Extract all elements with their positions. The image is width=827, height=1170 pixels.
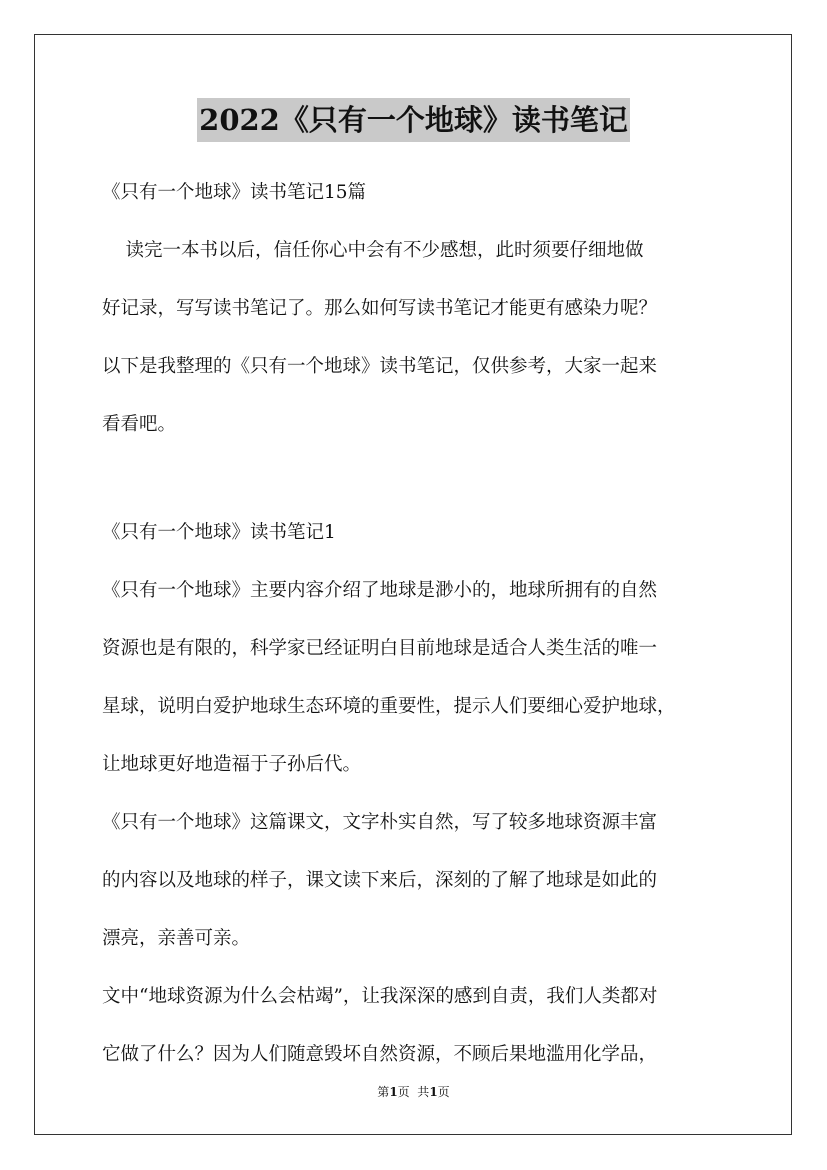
body-line: 资源也是有限的，科学家已经证明白目前地球是适合人类生活的唯一 xyxy=(102,638,658,659)
body-line: 《只有一个地球》这篇课文，文字朴实自然，写了较多地球资源丰富 xyxy=(102,812,658,833)
body-line: 的内容以及地球的样子，课文读下来后，深刻的了解了地球是如此的 xyxy=(102,870,658,891)
footer-suffix: 页 xyxy=(437,1085,450,1099)
subtitle: 《只有一个地球》读书笔记15篇 xyxy=(102,182,367,203)
body-line: 让地球更好地造福于子孙后代。 xyxy=(102,754,362,775)
body-line: 星球，说明白爱护地球生态环境的重要性，提示人们要细心爱护地球， xyxy=(102,696,676,717)
section-spacer xyxy=(102,454,742,504)
footer-mid: 页 共 xyxy=(397,1085,430,1099)
body-line: 文中“地球资源为什么会枯竭”，让我深深的感到自责，我们人类都对 xyxy=(102,986,658,1007)
intro-line: 读完一本书以后，信任你心中会有不少感想，此时须要仔细地做 xyxy=(102,240,644,261)
body-line: 漂亮，亲善可亲。 xyxy=(102,928,251,949)
page-footer xyxy=(0,1083,827,1101)
body-line: 《只有一个地球》主要内容介绍了地球是渺小的，地球所拥有的自然 xyxy=(102,580,658,601)
section-heading: 《只有一个地球》读书笔记1 xyxy=(102,522,336,543)
intro-line: 好记录，写写读书笔记了。那么如何写读书笔记才能更有感染力呢？ xyxy=(102,298,658,319)
intro-line: 看看吧。 xyxy=(102,414,177,435)
page-current: 1 xyxy=(389,1085,398,1099)
title-container xyxy=(0,98,827,142)
body-line: 它做了什么？因为人们随意毁坏自然资源，不顾后果地滥用化学品， xyxy=(102,1044,658,1065)
page-total: 1 xyxy=(429,1085,438,1099)
document-body xyxy=(102,164,742,1084)
document-title: 2022《只有一个地球》读书笔记 xyxy=(197,98,630,142)
intro-line: 以下是我整理的《只有一个地球》读书笔记，仅供参考，大家一起来 xyxy=(102,356,658,377)
footer-prefix: 第 xyxy=(377,1085,390,1099)
